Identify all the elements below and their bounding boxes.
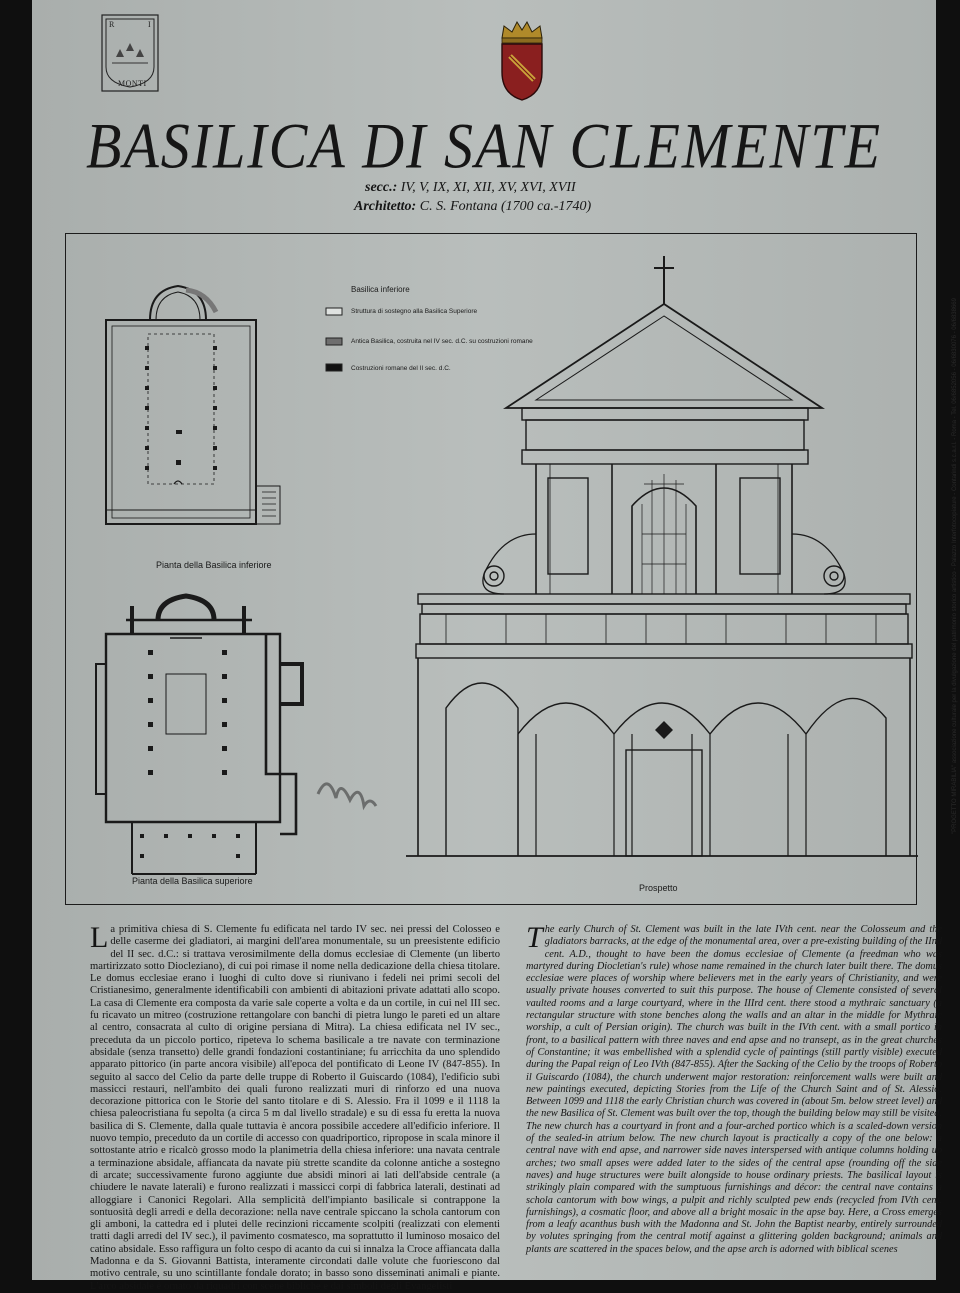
english-drop-cap: T <box>526 921 543 954</box>
english-body-text: he early Church of St. Clement was built in the late IVth cent. near the Colosseum and the gladiators barracks, at the edge of the monumental area, over a pre-existing building of the IInd cent. A.D., thought to have been the domus ecclesiae of Clemente (a freedman who was martyred during Diocletian's rule) whose name remained in the church later built there. The domus ecclesiae were places of worship where believers met in the early years of Christianity, and were usually private houses converted to suit this purpose. The house of Clemente consisted of several vaulted rooms and a large courtyard, where in the IIIrd cent. there stood a mythraic sanctuary (a rectangular structure with stone benches along the walls and an altar in the middle for Mythraic worship, a cult of Persian origin). The church was built in the IVth cent. with a small portico in front, to a basilical pattern with three naves and end apse and no transept, as in the great churches of Constantine; it was embellished with a splendid cycle of paintings (still partly visible) executed during the Papal reign of Leo IVth (847-855). After the Sacking of the Celio by the troops of Roberto il Guiscardo (1084), the church underwent major restoration: reinforcement walls were built and new paintings executed, depicting Stories from the Life of the Church Saint and of St. Alessio. Between 1099 and 1118 the early Christian church was covered in (about 5m. below street level) and the new Basilica of St. Clement was built over the top, though the building below may still be visited. The new church has a courtyard in front and a four-arched portico which is a scaled-down version of the sealed-in atrium below. The new church layout is practically a copy of the one below: a central nave with end apse, and narrower side naves interspersed with antique columns holding up arches; two small apses were added later to the sides of the central apse (rounding off the side naves) and huge structures were built alongside to house ordinary priests. The basilical layout is strikingly plain compared with the sumptuous furnishings and décor: the central nave contains a schola cantorum with bow wings, a pulpit and richly sculpted pew ends (recycled from IVth cent. furnishings), a cosmatic floor, and above all a bright mosaic in the apse bay. Here, a Cross emerges from a leafy acanthus bush with the Madonna and St. John the Baptist nearby, entirely surrounded by volutes springing from the central motif against a glittering golden background; animals and plants are scattered in the spaces below, and the apse arch is adorned with biblical scenes <box>526 924 942 1255</box>
italian-text-column <box>90 921 500 1293</box>
facade-elevation <box>406 256 918 856</box>
elevation-caption: Prospetto <box>639 883 678 893</box>
architect-line <box>354 199 591 215</box>
rione-label: MONTI <box>118 79 147 88</box>
architect-label: Architetto: <box>354 199 417 214</box>
italian-drop-cap: L <box>90 921 109 954</box>
legend-label-support: Struttura di sostegno alla Basilica Superiore <box>351 308 478 315</box>
legend-label-roman: Costruzioni romane del II sec. d.C. <box>351 365 451 372</box>
upper-basilica-plan <box>96 596 302 874</box>
upper-plan-caption: Pianta della Basilica superiore <box>132 876 253 886</box>
english-text-column <box>526 921 942 1256</box>
information-sign <box>32 0 958 1292</box>
rione-monti-emblem <box>100 13 160 93</box>
rome-crest-icon <box>494 16 550 104</box>
graffiti <box>318 784 376 806</box>
architect-value: C. S. Fontana (1700 ca.-1740) <box>419 199 592 214</box>
svg-text:R: R <box>109 20 115 29</box>
svg-text:I: I <box>148 20 151 29</box>
legend-label-ancient: Antica Basilica, costruita nel IV sec. d.C. su costruzioni romane <box>351 338 533 345</box>
lower-basilica-plan <box>106 286 280 524</box>
drawing-panel <box>65 233 958 905</box>
page-title: BASILICA DI SAN CLEMENTE <box>85 109 883 182</box>
legend <box>326 285 533 372</box>
legend-swatch-support <box>326 308 342 315</box>
italian-body-text: a primitiva chiesa di S. Clemente fu edificata nel tardo IV sec. nei pressi del Colosseo e delle caserme dei gladiatori, ai margini dell'area monumentale, su un preesistente edificio del II sec. d.C.: si trattava verosimilmente della domus ecclesiae di Clemente (un liberto martirizzato sotto Diocleziano), di cui poi rimase il nome nella dedicazione della chiesa titolare. Le domus ecclesiae erano i luoghi di culto dove si riunivano i fedeli nei primi secoli del Cristianesimo, generalmente identificabili con ambienti di abitazioni private adattati allo scopo. La casa di Clemente era composta da varie sale coperte a volta e da un cortile, in cui nel III sec. fu ricavato un mitreo (costruzione rettangolare con banchi di pietra lungo le pareti ed un altare al centro, consacrata al culto di origine persiana di Mitra). La chiesa edificata nel IV sec., preceduta da un piccolo portico, ripeteva lo schema basilicale a tre navate con terminazione absidale (senza transetto) delle grandi fondazioni costantiniane; fu arricchita da uno splendido apparato pittorico (in parte ancora visibile) all'epoca del pontificato di Leone IV (847-855). In seguito al sacco del Celio da parte delle truppe di Roberto il Guiscardo (1084), l'edificio subì massicci restauri, nell'ambito dei quali furono realizzati muri di rinforzo ed una nuova decorazione pittorica con le Storie del santo titolare e di S. Alessio. Fra il 1099 e il 1118 la chiesa paleocristiana fu sepolta (a circa 5 m dal livello stradale) e su di essa fu eretta la nuova basilica di S. Clemente, dalla quale tuttavia è ancora possibile accedere all'edificio inferiore. Il nuovo tempio, preceduto da un cortile di accesso con quadriportico, ripropose in scala minore il sottostante atrio e ricalcò grosso modo la planimetria della chiesa inferiore: una navata centrale a terminazione absidale, affiancata da navate più strette scandite da colonne antiche a sostegno di arcate; successivamente furono aggiunte due absidi minori ai lati dell'abside centrale (a chiudere le navate laterali) e furono realizzati i massicci corpi di fabbrica laterali, destinati ad alloggiare i Canonici Regolari. Alla semplicità dell'impianto basilicale si contrappone la sontuosità degli arredi e della decorazione: nella nave centrale spiccano la schola cantorum con gli amboni, la cattedra ed i plutei delle recinzioni riccamente scolpiti (realizzati con elementi tratti dagli arredi del IV sec.), il pavimento cosmatesco, ma soprattutto il luminoso mosaico del catino absidale. Esso raffigura un folto cespo di acanto da cui si innalza la Croce affiancata dalla Madonna e da S. Giovanni Battista, interamente circondati dalle volute che fuoriescono dal motivo centrale, su uno scintillante fondale dorato; in basso sono disseminati animali e piante. L'arco absidale è ornato da riquadri con scene bibliche e dai simboli degli Evangelisti <box>90 924 500 1292</box>
centuries-label: secc.: <box>365 180 398 195</box>
legend-swatch-roman <box>326 364 342 371</box>
legend-swatch-ancient <box>326 338 342 345</box>
lower-plan-caption: Pianta della Basilica inferiore <box>156 560 272 570</box>
legend-title: Basilica inferiore <box>351 285 410 294</box>
centuries-value: IV, V, IX, XI, XII, XV, XVI, XVII <box>400 180 576 195</box>
credits-vertical-text: "PROGETTO MIRABILIA" associazione culturale per la divulgazione del patrimonio storico artistico - Palazzo Interfotocopiature - Contarindi s.c.a.r.l. - Roma - Tel. 06/6852056 - 06/6830076 - 06/6838669 <box>952 298 958 834</box>
centuries-line <box>365 180 576 196</box>
